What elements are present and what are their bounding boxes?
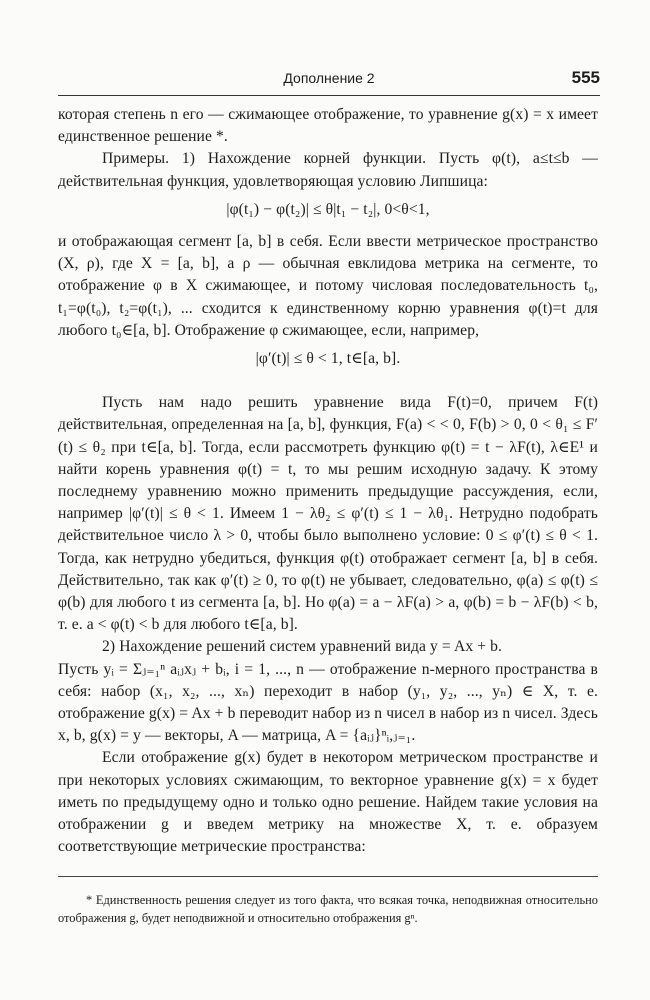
page-header: [58, 68, 600, 90]
formula-derivative-bound: |φ′(t)| ≤ θ < 1, t∈[a, b].: [255, 350, 401, 368]
formula-lipschitz: |φ(t₁) − φ(t₂)| ≤ θ|t₁ − t₂|, 0<θ<1,: [226, 200, 430, 218]
paragraph-examples: Примеры. 1) Нахождение корней функции. Пусть φ(t), a≤t≤b — действительная функция, удовлетворяющая условию Липшица:: [58, 150, 598, 190]
page-number: 555: [571, 68, 600, 87]
footnote: * Единственность решения следует из того факта, что всякая точка, неподвижная относительно отображения g, будет неподвижной и относительно отображения gⁿ.: [58, 893, 598, 925]
running-title: Дополнение 2: [283, 70, 375, 86]
paragraph-continuation: которая степень n его — сжимающее отображение, то уравнение g(x) = x имеет единственное решение *.: [58, 106, 598, 146]
paragraph-metric-conditions: Если отображение g(x) будет в некотором метрическом пространстве и при некоторых условиях сжимающим, то векторное уравнение g(x) = x будет иметь по предыдущему одно и только одно решение. Найдем такие условия на отображении g и введем метрику на множестве X, т. е. образуем соответствующие метрические пространства:: [58, 749, 598, 856]
header-rule: [58, 95, 600, 96]
body-text: [58, 104, 598, 859]
paragraph-linear-mapping: Пусть yᵢ = Σⱼ₌₁ⁿ aᵢⱼxⱼ + bᵢ, i = 1, ..., n — отображение n-мерного пространства в себя: набор (x₁, x₂, ..., xₙ) переходит в набор (y₁, y₂, ..., yₙ) ∈ X, т. е. отображение g(x) = Ax + b переводит набор из n чисел в набор из n чисел. Здесь x, b, g(x) = y — векторы, A — матрица, A = {aᵢⱼ}ⁿᵢ,ⱼ₌₁.: [58, 660, 598, 745]
paragraph-linear-systems-heading: 2) Нахождение решений систем уравнений вида y = Ax + b.: [102, 638, 503, 656]
footnote-rule: [58, 876, 598, 877]
paragraph-contraction: и отображающая сегмент [a, b] в себя. Если ввести метрическое пространство (X, ρ), где X = [a, b], а ρ — обычная евклидова метрика на сегменте, то отображение φ в X сжимающее, и потому числовая последовательность t₀, t₁=φ(t₀), t₂=φ(t₁), ... сходится к единственному корню уравнения φ(t)=t для любого t₀∈[a, b]. Отображение φ сжимающее, если, например,: [58, 233, 598, 339]
paragraph-equation-solving: Пусть нам надо решить уравнение вида F(t)=0, причем F(t) действительная, определенная на [a, b], функция, F(a) < < 0, F(b) > 0, 0 < θ₁ ≤ F′(t) ≤ θ₂ при t∈[a, b]. Тогда, если рассмотреть функцию φ(t) = t − λF(t), λ∈E¹ и найти корень уравнения φ(t) = t, то мы решим исходную задачу. К этому последнему уравнению можно применить предыдущие рассуждения, если, например |φ′(t)| ≤ θ < 1. Имеем 1 − λθ₂ ≤ φ′(t) ≤ 1 − λθ₁. Нетрудно подобрать действительное число λ > 0, чтобы было выполнено условие: 0 ≤ φ′(t) ≤ θ < 1. Тогда, как нетрудно убедиться, функция φ(t) отображает сегмент [a, b] в себя. Действительно, так как φ′(t) ≥ 0, то φ(t) не убывает, следовательно, φ(a) ≤ φ(t) ≤ φ(b) для любого t из сегмента [a, b]. Но φ(a) = a − λF(a) > a, φ(b) = b − λF(b) < b, т. е. a < φ(t) < b для любого t∈[a, b].: [58, 394, 598, 634]
